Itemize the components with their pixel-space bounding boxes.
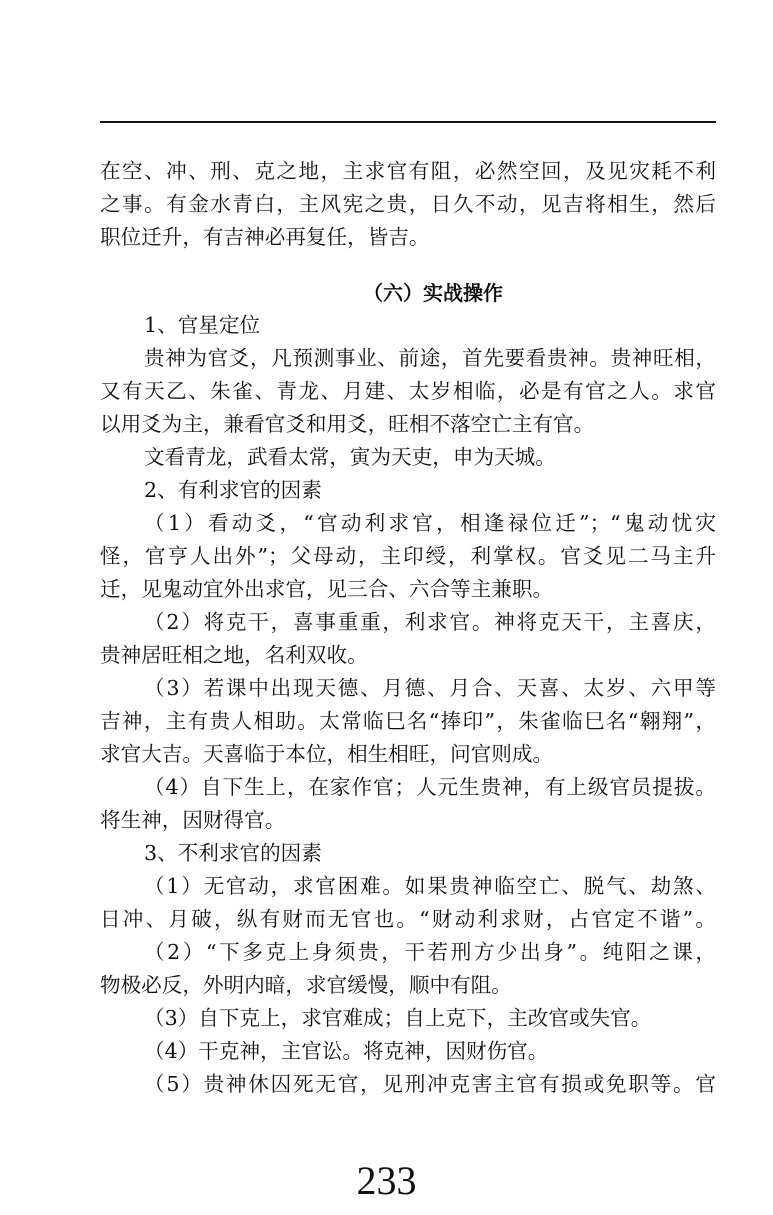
text-line: 之事。有金水青白，主风宪之贵，日久不动，见吉将相生，然后: [100, 192, 716, 216]
text-line: 以用爻为主，兼看官爻和用爻，旺相不落空亡主有官。: [100, 412, 595, 436]
top-paragraph: [100, 155, 716, 254]
section-title: （六）实战操作: [363, 281, 503, 305]
text-line: 将生神，因财得官。: [100, 808, 286, 832]
header-rule: [100, 121, 716, 123]
text-line: 日冲、月破，纵有财而无官也。“财动利求财，占官定不谐”。: [100, 907, 716, 931]
text-line: （1）看动爻，“官动利求官，相逢禄位迁”；“鬼动忧灾: [144, 511, 716, 535]
text-line: （3）若课中出现天德、月德、月合、天喜、太岁、六甲等: [144, 676, 716, 700]
text-line: 1、官星定位: [144, 313, 261, 337]
text-line: （3）自下克上，求官难成；自上克下，主改官或失官。: [144, 1006, 652, 1030]
text-line: 在空、冲、刑、克之地，主求官有阻，必然空回，及见灾耗不利: [100, 159, 716, 183]
text-line: （1）无官动，求官困难。如果贵神临空亡、脱气、劫煞、: [144, 874, 716, 898]
text-line: （5）贵神休囚死无官，见刑冲克害主官有损或免职等。官: [144, 1072, 716, 1096]
text-line: （4）干克神，主官讼。将克神，因财伤官。: [144, 1039, 549, 1063]
body-text: [100, 309, 716, 1101]
text-line: （2）将克干，喜事重重，利求官。神将克天干，主喜庆，: [144, 610, 716, 634]
text-line: 职位迁升，有吉神必再复任，皆吉。: [100, 225, 430, 249]
text-line: 2、有利求官的因素: [144, 478, 322, 502]
text-line: 贵神为官爻，凡预测事业、前途，首先要看贵神。贵神旺相，: [144, 346, 716, 370]
text-line: （2）“下多克上身须贵，干若刑方少出身”。纯阳之课，: [144, 940, 716, 964]
text-line: （4）自下生上，在家作官；人元生贵神，有上级官员提拔。: [144, 775, 716, 799]
text-line: 物极必反，外明内暗，求官缓慢，顺中有阻。: [100, 973, 512, 997]
text-line: 求官大吉。天喜临于本位，相生相旺，问官则成。: [100, 742, 554, 766]
text-line: 又有天乙、朱雀、青龙、月建、太岁相临，必是有官之人。求官: [100, 379, 716, 403]
text-line: 文看青龙，武看太常，寅为天吏，申为天城。: [144, 445, 556, 469]
text-line: 怪，官亨人出外”；父母动，主印绶，利掌权。官爻见二马主升: [100, 544, 716, 568]
text-line: 吉神，主有贵人相助。太常临巳名“捧印”，朱雀临巳名“翱翔”，: [100, 709, 716, 733]
page-number: 233: [356, 1158, 417, 1203]
text-line: 3、不利求官的因素: [144, 841, 322, 865]
text-line: 迁，见鬼动宜外出求官，见三合、六合等主兼职。: [100, 577, 554, 601]
text-line: 贵神居旺相之地，名利双收。: [100, 643, 368, 667]
